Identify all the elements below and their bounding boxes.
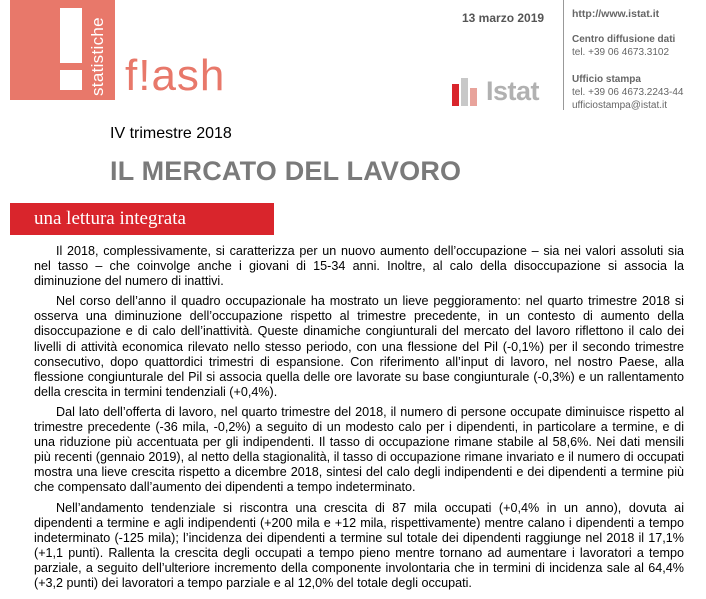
- statistiche-vertical-text: statistiche: [88, 17, 107, 96]
- centro-diffusione-contact: [572, 33, 675, 59]
- exclamation-dot-shape: [60, 70, 82, 90]
- ufficio-stampa-contact: [572, 73, 683, 112]
- section-banner: [10, 203, 274, 235]
- statistiche-logo: [10, 0, 115, 100]
- website-link[interactable]: http://www.istat.it: [572, 8, 660, 20]
- flash-wordmark: f!ash: [125, 51, 226, 100]
- header-divider: [563, 0, 564, 110]
- section-banner-label: una lettura integrata: [34, 208, 186, 229]
- exclamation-bar-shape: [60, 8, 82, 63]
- paragraph: Il 2018, complessivamente, si caratterizza per un nuovo aumento dell’occupazione – sia nei valori assoluti sia nel tasso – che coinvolge anche i giovani di 15-34 anni. Inoltre, al calo della disoccupazione si associa la diminuzione del numero di inattivi.: [34, 244, 684, 289]
- paragraph: Nell’andamento tendenziale si riscontra una crescita di 87 mila occupati (+0,4% in un anno), dovuta ai dipendenti a termine e agli indipendenti (+200 mila e +12 mila, rispettivamente) mentre calano i dipendenti a tempo indeterminato (-125 mila); l’incidenza dei dipendenti a termine sul totale dei dipendenti raggiunge nel 2018 il 17,1% (+1,1 punti). Rallenta la crescita degli occupati a tempo pieno mentre tornano ad aumentare i lavoratori a tempo parziale, a seguito dell’ulteriore incremento della componente involontaria che in termini di incidenza sale al 64,4% (+3,2 punti) dei lavoratori a tempo parziale e al 12,0% del totale degli occupati.: [34, 500, 684, 590]
- centro-label: Centro diffusione dati: [572, 34, 676, 45]
- publication-date: 13 marzo 2019: [462, 11, 545, 25]
- ufficio-email-link[interactable]: ufficiostampa@istat.it: [572, 100, 668, 111]
- paragraph: Nel corso dell’anno il quadro occupazionale ha mostrato un lieve peggioramento: nel quarto trimestre 2018 si osserva una diminuzione dell’occupazione rispetto al trimestre precedente, in un contesto di aumento della disoccupazione e di calo dell’inattività. Queste dinamiche congiunturali del mercato del lavoro riflettono il calo dei livelli di attività economica rilevato nello stesso periodo, con una flessione del Pil (-0,1%) per il secondo trimestre consecutivo, dopo quattordici trimestri di espansione. Con riferimento all’input di lavoro, nel nostro Paese, alla flessione congiunturale del Pil si associa quella delle ore lavorate su base congiunturale (-0,3%) e un rallentamento della crescita in termini tendenziali (+0,4%).: [34, 294, 684, 399]
- centro-phone: tel. +39 06 4673.3102: [572, 47, 670, 58]
- ufficio-phone: tel. +39 06 4673.2243-44: [572, 87, 684, 98]
- istat-logo-text: Istat: [486, 76, 540, 106]
- page-title: IL MERCATO DEL LAVORO: [110, 156, 462, 186]
- period-subtitle: IV trimestre 2018: [110, 125, 232, 142]
- paragraph: Dal lato dell’offerta di lavoro, nel quarto trimestre del 2018, il numero di persone occupate diminuisce rispetto al trimestre precedente (-36 mila, -0,2%) a seguito di un modesto calo per i dipendenti, in particolare a termine, e di una riduzione più accentuata per gli indipendenti. Il tasso di occupazione rimane stabile al 58,6%. Nei dati mensili più recenti (gennaio 2019), al netto della stagionalità, il tasso di occupazione rimane invariato e il numero di occupati mostra una lieve crescita rispetto a dicembre 2018, sintesi del calo degli indipendenti e dei dipendenti a termine più che compensato dall’aumento dei dipendenti a tempo indeterminato.: [34, 404, 684, 495]
- article-body: [34, 244, 684, 596]
- ufficio-label: Ufficio stampa: [572, 74, 641, 85]
- istat-logo: [452, 74, 556, 108]
- istat-logo-icon: [452, 78, 482, 106]
